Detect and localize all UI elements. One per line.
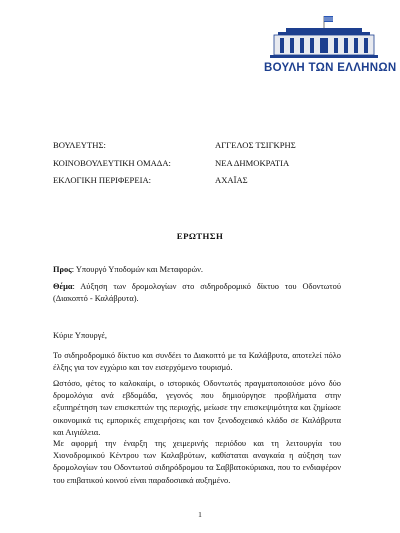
info-value: ΝΕΑ ΔΗΜΟΚΡΑΤΙΑ bbox=[215, 157, 290, 168]
greeting: Κύριε Υπουργέ, bbox=[53, 331, 108, 340]
parliament-logo bbox=[264, 14, 397, 84]
subject-line bbox=[53, 281, 341, 305]
paragraph: Το σιδηροδρομικό δίκτυο και συνδέει το Διακοπτό με τα Καλάβρυτα, αποτελεί πόλο έλξης για τον εγχώριο και τον εισερχόμενο τουρισμό. bbox=[53, 351, 341, 373]
info-value: ΑΧΑΪΑΣ bbox=[215, 175, 248, 185]
logo-text: ΒΟΥΛΗ ΤΩΝ ΕΛΛΗΝΩΝ bbox=[264, 62, 397, 74]
subject-text: : Αύξηση των δρομολογίων στο σιδηροδρομικό δίκτυο του Οδοντωτού (Διακοπτό - Καλάβρυτα). bbox=[53, 282, 341, 304]
recipient-label: Προς bbox=[53, 265, 72, 274]
paragraph: Ωστόσο, φέτος το καλοκαίρι, ο ιστορικός Οδοντωτός πραγματοποιούσε μόνο δύο δρομολόγια ανά εβδομάδα, γεγονός που δημιούργησε προβλήματα στην εξυπηρέτηση των επισκεπτών της περιοχής, μείωσε την επισκεψιμότητα και ζημίωσε οικονομικά τις εμπορικές επιχειρήσεις και τον ξενοδοχειακό κλάδο σε Καλάβρυτα και Αιγιάλεια. bbox=[53, 379, 341, 437]
recipient-text: : Υπουργό Υποδομών και Μεταφορών. bbox=[71, 265, 203, 274]
info-value: ΑΓΓΕΛΟΣ ΤΣΙΓΚΡΗΣ bbox=[215, 140, 296, 150]
document-title: ΕΡΩΤΗΣΗ bbox=[176, 231, 224, 241]
subject-label: Θέμα bbox=[53, 282, 73, 291]
info-label: ΚΟΙΝΟΒΟΥΛΕΥΤΙΚΗ ΟΜΑΔΑ: bbox=[53, 157, 171, 168]
info-row-mp bbox=[53, 137, 353, 155]
page-number: 1 bbox=[198, 510, 202, 519]
recipient-line bbox=[53, 264, 341, 276]
info-label: ΕΚΛΟΓΙΚΗ ΠΕΡΙΦΕΡΕΙΑ: bbox=[53, 175, 152, 185]
parliament-building-icon bbox=[264, 14, 384, 62]
paragraph: Με αφορμή την έναρξη της χειμερινής περιόδου και τη λειτουργία του Χιονοδρομικού Κέντρου των Καλαβρύτων, καθίσταται αναγκαία η αύξηση των δρομολογίων του Οδοντωτού σιδηρόδρομου τα Σαββατοκύριακα, που το ενδιαφέρον του επιβατικού κοινού είναι παραδοσιακά αυξημένο. bbox=[53, 439, 341, 485]
info-row-constituency bbox=[53, 172, 353, 190]
info-label: ΒΟΥΛΕΥΤΗΣ: bbox=[53, 140, 106, 150]
header-info bbox=[53, 137, 353, 190]
info-row-party bbox=[53, 155, 353, 173]
